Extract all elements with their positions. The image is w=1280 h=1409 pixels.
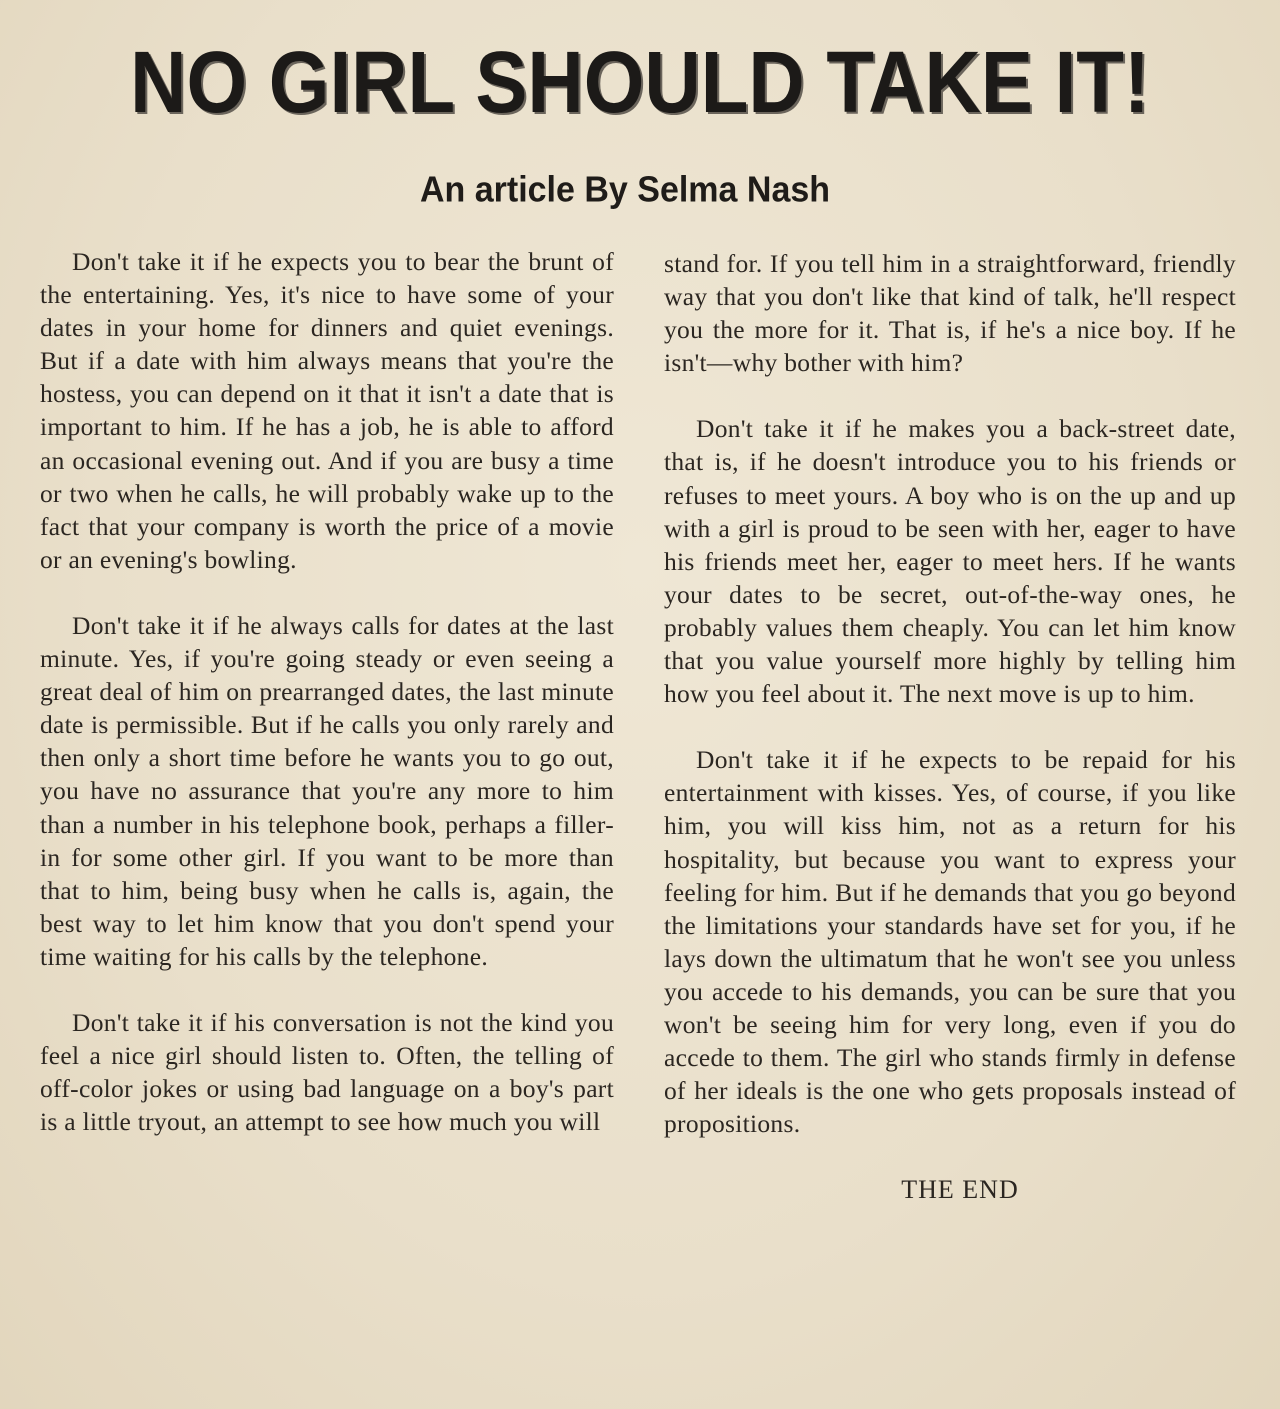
paragraph: Don't take it if he expects to be repaid for his entertainment with kisses. Yes, of course, if you like him, you will kiss him, not as a return for his hospitality, but because you want to express your feeling for him. But if he demands that you go beyond the limitations your standards have set for you, if he lays down the ultimatum that he won't see you unless you accede to his demands, you can be sure that you won't be seeing him for very long, even if you do accede to them. The girl who stands firmly in defense of her ideals is the one who gets proposals instead of propositions. bbox=[664, 745, 1236, 1139]
left-column bbox=[40, 245, 614, 1171]
paragraph: Don't take it if his conversation is not the kind you feel a nice girl should listen to. Often, the telling of off-color jokes or using bad language on a boy's part is a little tryout, an attempt to see how much you will bbox=[40, 1007, 614, 1137]
article-ending: THE END bbox=[901, 1175, 1019, 1205]
paragraph: Don't take it if he makes you a back-street date, that is, if he doesn't introduce you to his friends or refuses to meet yours. A boy who is on the up and up with a girl is proud to be seen with her, eager to have his friends meet her, eager to meet hers. If he wants your dates to be secret, out-of-the-way ones, he probably values them cheaply. You can let him know that you value yourself more highly by telling him how you feel about it. The next move is up to him. bbox=[664, 414, 1236, 709]
paragraph-continuation: stand for. If you tell him in a straightforward, friendly way that you don't like that kind of talk, he'll respect you the more for it. That is, if he's a nice boy. If he isn't—why bother with him? bbox=[664, 249, 1236, 378]
article-byline: An article By Selma Nash bbox=[419, 170, 831, 210]
paragraph: Don't take it if he expects you to bear the brunt of the entertaining. Yes, it's nice to have some of your dates in your home for dinners and quiet evenings. But if a date with him always means that you're the hostess, you can depend on it that it isn't a date that is important to him. If he has a job, he is able to afford an occasional evening out. And if you are busy a time or two when he calls, he will probably wake up to the fact that your company is worth the price of a movie or an evening's bowling. bbox=[40, 247, 614, 574]
article-title: NO GIRL SHOULD TAKE IT! bbox=[130, 32, 1150, 131]
paragraph: Don't take it if he always calls for dates at the last minute. Yes, if you're going steady or even seeing a great deal of him on prearranged dates, the last minute date is permissible. But if he calls you only rarely and then only a short time before he wants you to go out, you have no assurance that you're any more to him than a number in his telephone book, perhaps a filler-in for some other girl. If you want to be more than that to him, being busy when he calls is, again, the best way to let him know that you don't spend your time waiting for his calls by the telephone. bbox=[40, 610, 614, 971]
right-column bbox=[664, 247, 1236, 1206]
